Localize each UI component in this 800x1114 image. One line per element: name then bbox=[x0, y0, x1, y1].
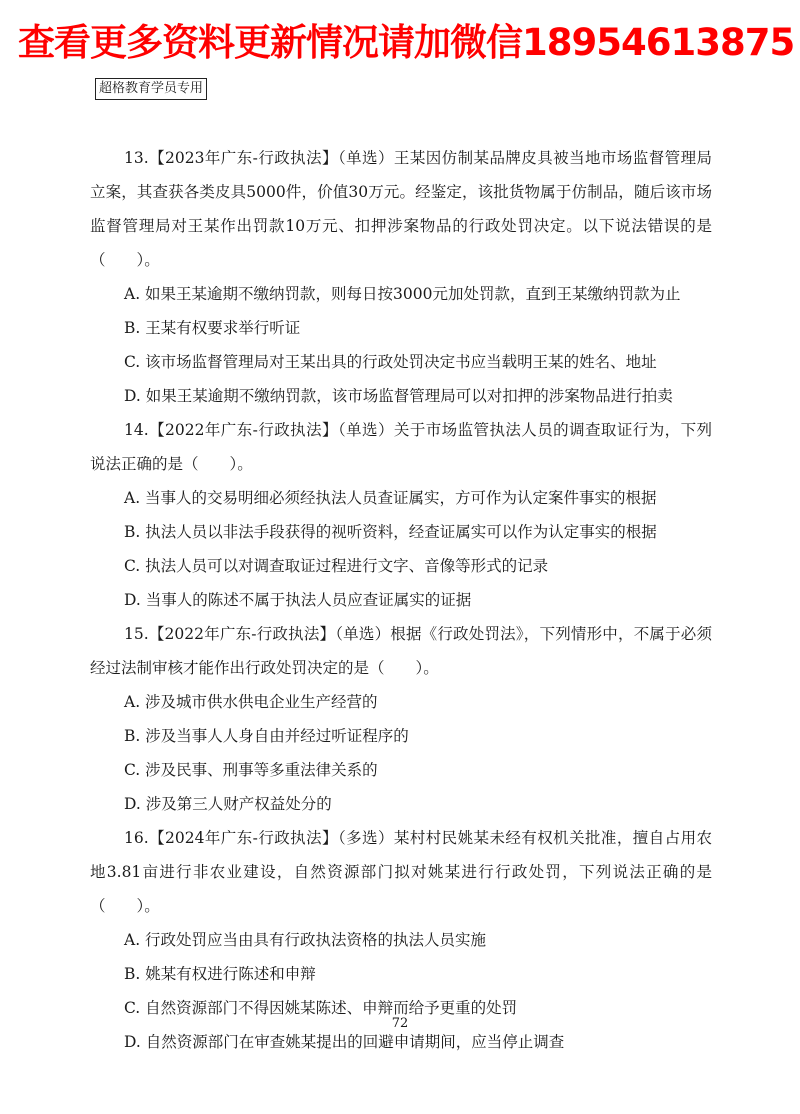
option-d: D. 如果王某逾期不缴纳罚款，该市场监督管理局可以对扣押的涉案物品进行拍卖 bbox=[124, 387, 673, 405]
question-stem: 14.【2022年广东-行政执法】（单选）关于市场监管执法人员的调查取证行为，下列说法正确的是（ ）。 bbox=[90, 421, 712, 473]
option-c: C. 该市场监督管理局对王某出具的行政处罚决定书应当载明王某的姓名、地址 bbox=[124, 353, 657, 371]
option-b: B. 执法人员以非法手段获得的视听资料，经查证属实可以作为认定事实的根据 bbox=[124, 523, 657, 541]
option-b: B. 涉及当事人人身自由并经过听证程序的 bbox=[124, 727, 409, 745]
option-a: A. 如果王某逾期不缴纳罚款，则每日按3000元加处罚款，直到王某缴纳罚款为止 bbox=[124, 285, 681, 303]
question-stem: 15.【2022年广东-行政执法】（单选）根据《行政处罚法》，下列情形中，不属于必须经过法制审核才能作出行政处罚决定的是（ ）。 bbox=[90, 625, 712, 677]
option-c: C. 自然资源部门不得因姚某陈述、申辩而给予更重的处罚 bbox=[124, 999, 518, 1017]
option-c: C. 执法人员可以对调查取证过程进行文字、音像等形式的记录 bbox=[124, 557, 549, 575]
watermark-banner: 查看更多资料更新情况请加微信18954613875 bbox=[18, 21, 795, 64]
option-a: A. 行政处罚应当由具有行政执法资格的执法人员实施 bbox=[124, 931, 487, 949]
page-number: 72 bbox=[391, 1016, 409, 1031]
option-a: A. 当事人的交易明细必须经执法人员查证属实，方可作为认定案件事实的根据 bbox=[124, 489, 657, 507]
option-b: B. 王某有权要求举行听证 bbox=[124, 319, 301, 337]
question-13 bbox=[90, 141, 712, 413]
student-only-stamp: 超格教育学员专用 bbox=[95, 78, 207, 100]
option-d: D. 当事人的陈述不属于执法人员应查证属实的证据 bbox=[124, 591, 472, 609]
option-d: D. 涉及第三人财产权益处分的 bbox=[124, 795, 332, 813]
option-d: D. 自然资源部门在审查姚某提出的回避申请期间，应当停止调查 bbox=[124, 1033, 565, 1051]
question-15 bbox=[90, 617, 712, 821]
question-14 bbox=[90, 413, 712, 617]
question-stem: 16.【2024年广东-行政执法】（多选）某村村民姚某未经有权机关批准，擅自占用农地3.81亩进行非农业建设，自然资源部门拟对姚某进行行政处罚，下列说法正确的是（ ）。 bbox=[90, 829, 712, 915]
option-a: A. 涉及城市供水供电企业生产经营的 bbox=[124, 693, 378, 711]
question-list bbox=[90, 141, 712, 1059]
option-b: B. 姚某有权进行陈述和申辩 bbox=[124, 965, 316, 983]
option-c: C. 涉及民事、刑事等多重法律关系的 bbox=[124, 761, 378, 779]
question-stem: 13.【2023年广东-行政执法】（单选）王某因仿制某品牌皮具被当地市场监督管理局立案，其查获各类皮具5000件，价值30万元。经鉴定，该批货物属于仿制品，随后该市场监督管理局对王某作出罚款10万元、扣押涉案物品的行政处罚决定。以下说法错误的是（ ）。 bbox=[90, 149, 712, 269]
